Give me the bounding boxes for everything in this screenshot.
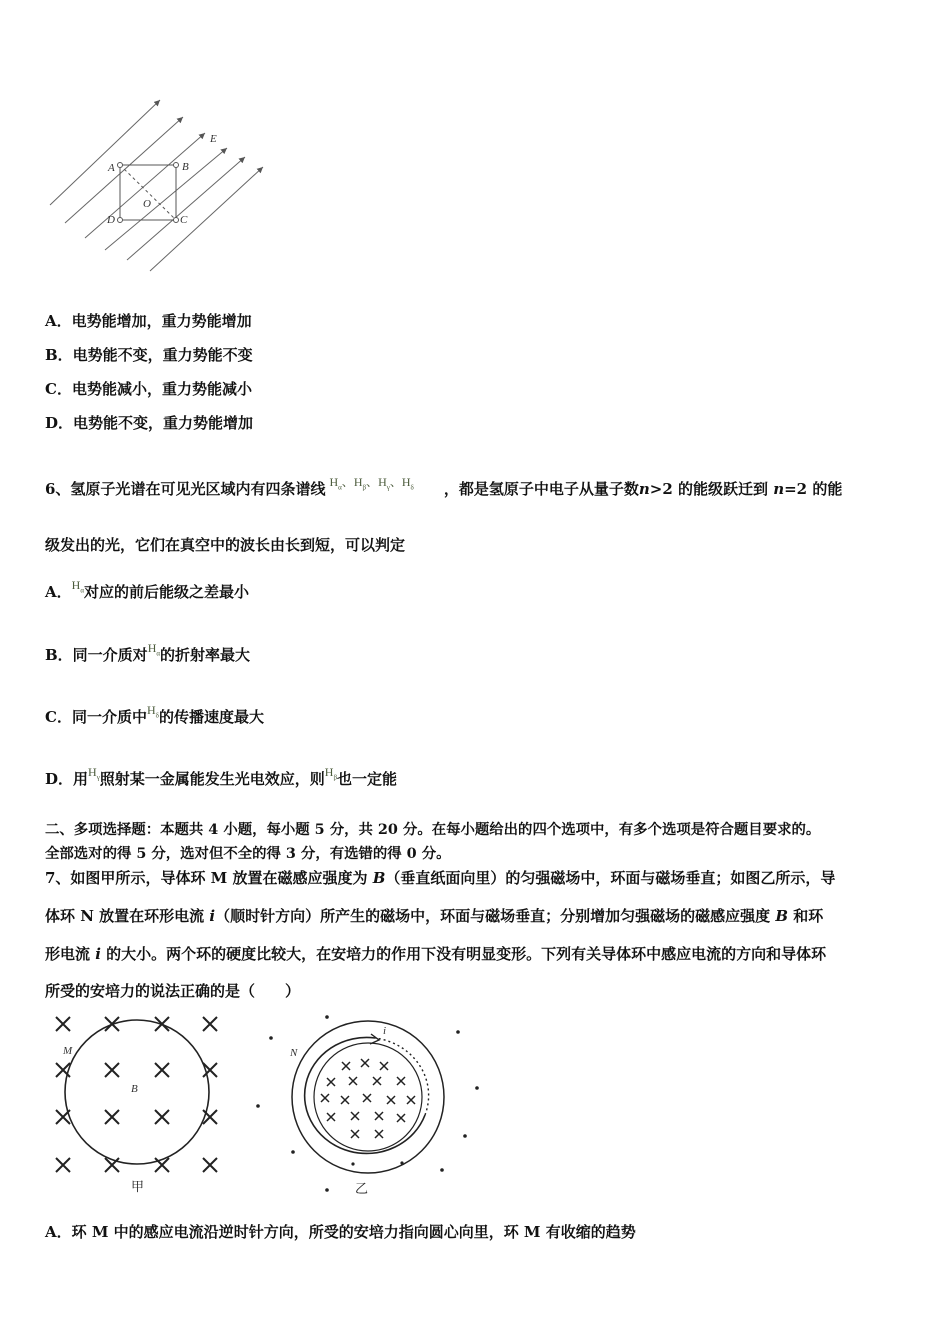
label-o: O bbox=[143, 198, 151, 210]
label-d: D bbox=[107, 214, 115, 226]
section2-line1: 二、多项选择题：本题共 4 小题，每小题 5 分，共 20 分。在每小题给出的四个选项中，有多个选项是符合题目要求的。 bbox=[45, 821, 821, 838]
caption-jia: 甲 bbox=[131, 1180, 145, 1195]
section2-line2: 全部选对的得 5 分，选对但不全的得 3 分，有选错的得 0 分。 bbox=[45, 845, 451, 862]
q7-figure-jia bbox=[45, 1010, 235, 1200]
q5-option-d[interactable]: D．电势能不变，重力势能增加 bbox=[45, 414, 254, 432]
label-m: M bbox=[63, 1045, 73, 1057]
label-b: B bbox=[182, 161, 189, 173]
field-inside-crosses bbox=[321, 1059, 415, 1138]
q6-option-d[interactable]: D．用$^{H_\gamma}$照射某一金属能发生光电效应，则$^{H_\beta}$也一定能 bbox=[45, 765, 398, 788]
q6-stem-line1: 6、氢原子光谱在可见光区域内有四条谱线 $^{H_\alpha、H_\beta、H_\gamma、H_\delta}$ ，都是氢原子中电子从量子数n>2 的能级跃迁到 n=2 的能 bbox=[45, 475, 843, 498]
q7-line1: 7、如图甲所示，导体环 M 放置在磁感应强度为 B（垂直纸面向里）的匀强磁场中，环面与磁场垂直；如图乙所示，导 bbox=[45, 869, 836, 887]
q6-stem-line2: 级发出的光，它们在真空中的波长由长到短，可以判定 bbox=[45, 536, 406, 554]
current-loop-dotted bbox=[375, 1038, 429, 1115]
q7-line2: 体环 N 放置在环形电流 i（顺时针方向）所产生的磁场中，环面与磁场垂直；分别增加匀强磁场的磁感应强度 B 和环 bbox=[45, 907, 824, 925]
q5-field-figure bbox=[45, 95, 285, 280]
label-i: i bbox=[383, 1025, 387, 1037]
q7-line3: 形电流 i 的大小。两个环的硬度比较大，在安培力的作用下没有明显变形。下列有关导体环中感应电流的方向和导体环 bbox=[45, 945, 827, 963]
field-out-dots bbox=[256, 1015, 479, 1192]
label-e: E bbox=[210, 133, 217, 145]
hydrogen-lines-symbols: Hα、Hβ、Hγ、Hδ bbox=[329, 475, 414, 492]
field-line bbox=[65, 117, 183, 223]
q6-option-a[interactable]: A．$^{H_\alpha}$对应的前后能级之差最小 bbox=[45, 578, 249, 601]
q6-stem-part1: 6、氢原子光谱在可见光区域内有四条谱线 bbox=[45, 480, 326, 498]
q6-stem-part2: ，都是氢原子中电子从量子数 bbox=[443, 480, 639, 498]
caption-yi: 乙 bbox=[355, 1182, 369, 1195]
q7-figure-yi bbox=[255, 1010, 485, 1195]
label-c: C bbox=[180, 214, 188, 226]
label-a: A bbox=[108, 162, 115, 174]
q7-line4: 所受的安培力的说法正确的是（ ） bbox=[45, 982, 301, 1000]
q7-option-a[interactable]: A．环 M 中的感应电流沿逆时针方向，所受的安培力指向圆心向里，环 M 有收缩的趋势 bbox=[45, 1223, 636, 1241]
diagonal-ac bbox=[120, 165, 176, 220]
q6-option-b[interactable]: B．同一介质对$^{H_\alpha}$的折射率最大 bbox=[45, 641, 251, 664]
q5-option-a[interactable]: A．电势能增加，重力势能增加 bbox=[45, 312, 252, 330]
current-arrow bbox=[370, 1034, 379, 1044]
label-n: N bbox=[290, 1047, 298, 1059]
label-b-field: B bbox=[131, 1083, 138, 1095]
q5-option-c[interactable]: C．电势能减小，重力势能减小 bbox=[45, 380, 252, 398]
q6-option-c[interactable]: C．同一介质中$^{H_\delta}$的传播速度最大 bbox=[45, 703, 264, 726]
q5-option-b[interactable]: B．电势能不变，重力势能不变 bbox=[45, 346, 253, 364]
field-line bbox=[150, 167, 263, 271]
field-line bbox=[105, 148, 227, 250]
